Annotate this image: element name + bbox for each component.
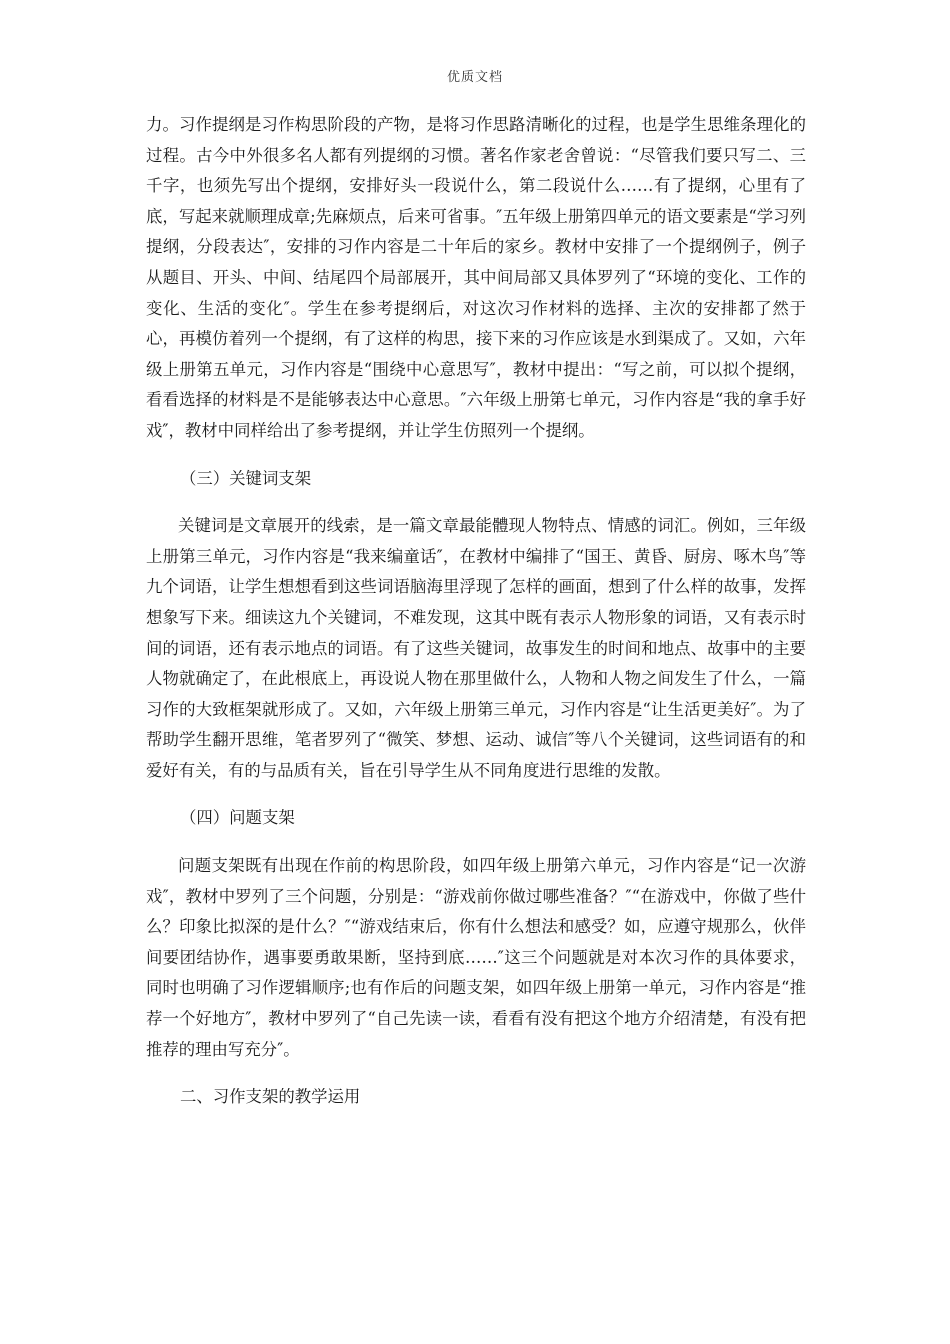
paragraph-outline: 力。习作提纲是习作构思阶段的产物，是将习作思路清晰化的过程，也是学生思维条理化的过程。古今中外很多名人都有列提纲的习惯。著名作家老舍曾说：“尽管我们要只写二、三千字，也须先写出个提纲，安排好头一段说什么，第二段说什么……有了提纲，心里有了底，写起来就顺理成章;先麻烦点，后来可省事。″五年级上册第四单元的语文要素是“学习列提纲，分段表达″，安排的习作内容是二十年后的家乡。教材中安排了一个提纲例子，例子从题目、开头、中间、结尾四个局部展开，其中间局部又具体罗列了“环境的变化、工作的变化、生活的变化″。学生在参考提纲后，对这次习作材料的选择、主次的安排都了然于心，再模仿着列一个提纲，有了这样的构思，接下来的习作应该是水到渠成了。又如，六年级上册第五单元，习作内容是“围绕中心意思写″，教材中提出：“写之前，可以拟个提纲，看看选择的材料是不是能够表达中心意思。″六年级上册第七单元，习作内容是“我的拿手好戏″，教材中同样给出了参考提纲，并让学生仿照列一个提纲。 bbox=[146, 115, 806, 440]
paragraph-questions: 问题支架既有出现在作前的构思阶段，如四年级上册第六单元，习作内容是“记一次游戏″，教材中罗列了三个问题，分别是：“游戏前你做过哪些准备？″“在游戏中，你做了些什么？印象比拟深的是什么？″“游戏结束后，你有什么想法和感受？如，应遵守规那么，伙伴间要团结协作，遇事要勇敢果断，坚持到底……″这三个问题就是对本次习作的具体要求，同时也明确了习作逻辑顺序;也有作后的问题支架，如四年级上册第一单元，习作内容是“推荐一个好地方″，教材中罗列了“自己先读一读，看看有没有把这个地方介绍清楚，有没有把推荐的理由写充分″。 bbox=[146, 856, 806, 1059]
section-heading-keywords: （三）关键词支架 bbox=[180, 468, 312, 488]
document-body bbox=[146, 110, 806, 1113]
section-heading-application: 二、习作支架的教学运用 bbox=[180, 1087, 361, 1107]
paragraph-keywords: 关键词是文章展开的线索，是一篇文章最能體现人物特点、情感的词汇。例如，三年级上册第三单元，习作内容是“我来编童话″，在教材中编排了“国王、黄昏、厨房、啄木鸟″等九个词语，让学生想想看到这些词语脑海里浮现了怎样的画面，想到了什么样的故事，发挥想象写下来。细读这九个关键词，不难发现，这其中既有表示人物形象的词语，又有表示时间的词语，还有表示地点的词语。有了这些关键词，故事发生的时间和地点、故事中的主要人物就确定了，在此根底上，再设说人物在那里做什么，人物和人物之间发生了什么，一篇习作的大致框架就形成了。又如，六年级上册第三单元，习作内容是“让生活更美好″。为了帮助学生翻开思维，笔者罗列了“微笑、梦想、运动、诚信″等八个关键词，这些词语有的和爱好有关，有的与品质有关，旨在引导学生从不同角度进行思维的发散。 bbox=[146, 516, 806, 780]
page-header: 优质文档 bbox=[446, 70, 503, 85]
section-heading-questions: （四）问题支架 bbox=[180, 808, 295, 828]
